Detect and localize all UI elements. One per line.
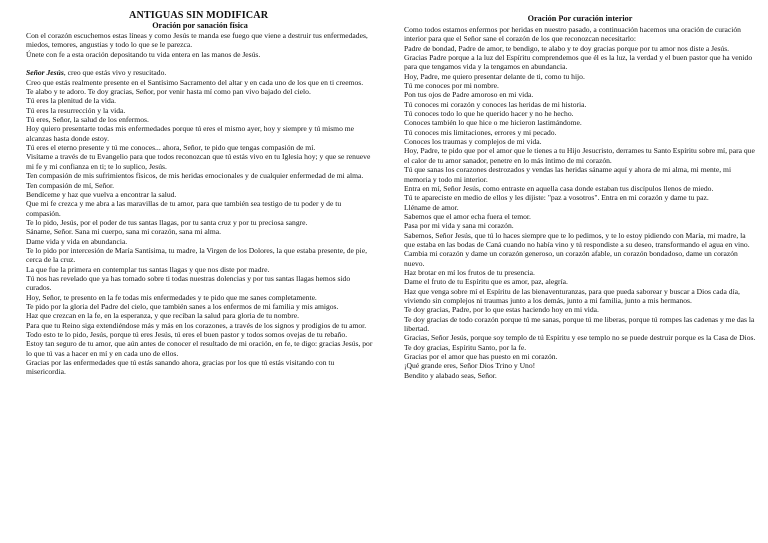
prayer-line: Bendíceme y haz que vuelva a encontrar la salud.	[26, 189, 177, 199]
intro-paragraph: Con el corazón escuchemos estas líneas y como Jesús te manda ese fuego que viene a destruir tus enfermedades, miedos, temores, angustias y todo lo que se le parezca.	[26, 31, 368, 50]
prayer-line: Gracias por las enfermedades que tú estás sanando ahora, gracias por los que tú estás visitando con tu misericordia.	[26, 358, 335, 377]
prayer-line: Ten compasión de mis sufrimientos físicos, de mis heridas emocionales y de cualquier enfermedad de mi alma.	[26, 171, 364, 181]
prayer-line: Hoy quiero presentarte todas mis enfermedades porque tú eres el mismo ayer, hoy y siempre y tú mismo me alcanzas hasta donde estoy.	[26, 124, 355, 143]
prayer-line: Hoy, Padre, te pido que por el amor que le tienes a tu Hijo Jesucristo, derrames tu Santo Espíritu sobre mí, para que el calor de tu amor sanador, penetre en lo más íntimo de mi corazón.	[404, 146, 755, 165]
prayer-line: Haz brotar en mí los frutos de tu presencia.	[404, 267, 535, 277]
prayer-line: Tú conoces mi corazón y conoces las heridas de mi historia.	[404, 99, 587, 109]
left-prayer-lines	[26, 78, 374, 377]
prayer-line: Haz que crezcan en la fe, en la esperanza, y que reciban la salud para gloria de tu nombre.	[26, 311, 300, 321]
prayer-line: Conoces los traumas y complejos de mi vida.	[404, 137, 542, 147]
prayer-line: Tú eres la plenitud de la vida.	[26, 96, 117, 106]
prayer-line: Tú me conoces por mi nombre.	[404, 81, 499, 91]
prayer-line: Como todos estamos enfermos por heridas en nuestro pasado, a continuación hacemos una oración de curación interior para que el Señor sane el corazón de los que reconozcan necesitarlo:	[404, 25, 741, 44]
left-section-title: Oración por sanación física	[152, 21, 248, 30]
prayer-line: Te doy gracias, Padre, por lo que estas haciendo hoy en mi vida.	[404, 305, 599, 315]
prayer-line: Gracias Padre porque a la luz del Espíritu comprendemos que él es la luz, la verdad y el buen pastor que ha venido para que tengamos vida y la tengamos en abundancia.	[404, 53, 753, 72]
prayer-line: Todo esto te lo pido, Jesús, porque tú eres Jesús, tú eres el buen pastor y todos somos ovejas de tu rebaño.	[26, 330, 348, 339]
prayer-line: Gracias por el amor que has puesto en mi corazón.	[404, 352, 558, 362]
main-title: ANTIGUAS SIN MODIFICAR	[129, 10, 269, 21]
prayer-line: Visítame a través de tu Evangelio para que todos reconozcan que tú estás vivo en tu Iglesia hoy; y que se renueve mi fe y mi confianza en ti; te lo suplico, Jesús.	[26, 152, 371, 171]
prayer-line: Cambia mi corazón y dame un corazón generoso, un corazón afable, un corazón bondadoso, dame un corazón nuevo.	[404, 249, 738, 268]
prayer-line: Hoy, Padre, me quiero presentar delante de ti, como tu hijo.	[404, 71, 585, 81]
prayer-line: Gracias, Señor Jesús, porque soy templo de tú Espíritu y ese templo no se puede destruir porque es la Casa de Dios.	[404, 333, 756, 343]
right-section-title: Oración Por curación interior	[527, 14, 633, 23]
prayer-line: Te lo pido, Jesús, por el poder de tus santas llagas, por tu santa cruz y por tu preciosa sangre.	[26, 217, 308, 227]
prayer-line: Tú te apareciste en medio de ellos y les dijiste: "paz a vosotros". Entra en mi corazón y dame tu paz.	[404, 193, 709, 203]
lead-rest: , creo que estás vivo y resucitado.	[63, 68, 167, 78]
prayer-line: Te pido por la gloria del Padre del cielo, que también sanes a los enfermos de mi familia y mis amigos.	[26, 301, 339, 311]
prayer-line: Te doy gracias, Espíritu Santo, por la fe.	[404, 342, 527, 352]
prayer-line: Tú eres el eterno presente y tú me conoces... ahora, Señor, te pido que tengas compasión de mí.	[26, 143, 316, 153]
prayer-line: ¡Qué grande eres, Señor Dios Trino y Uno!	[404, 361, 536, 371]
prayer-line: Bendito y alabado seas, Señor.	[404, 370, 497, 380]
prayer-line: Tú eres, Señor, la salud de los enfermos.	[26, 115, 149, 125]
prayer-line: Creo que estás realmente presente en el Santísimo Sacramento del altar y en cada uno de los que en ti creemos.	[26, 77, 364, 87]
prayer-line: Lléname de amor.	[404, 202, 459, 212]
prayer-line: La que fue la primera en contemplar tus santas llagas y que nos diste por madre.	[26, 264, 270, 274]
prayer-line: Te alabo y te adoro. Te doy gracias, Señor, por venir hasta mí como pan vivo bajado del cielo.	[26, 87, 311, 97]
right-prayer-lines	[404, 25, 756, 380]
prayer-line: Tú eres la resurrección y la vida.	[26, 105, 126, 115]
prayer-line: Sabemos que el amor echa fuera el temor.	[404, 211, 531, 221]
prayer-line: Tú que sanas los corazones destrozados y vendas las heridas sáname aquí y ahora de mi alma, mi mente, mi memoria y todo mi interior.	[404, 165, 732, 184]
prayer-line: Pasa por mi vida y sana mi corazón.	[404, 221, 514, 231]
prayer-line: Entra en mí, Señor Jesús, como entraste en aquella casa donde estaban tus discípulos llenos de miedo.	[404, 183, 714, 193]
prayer-lead	[26, 68, 374, 77]
prayer-line: Sáname, Señor. Sana mi cuerpo, sana mi corazón, sana mi alma.	[26, 227, 222, 237]
prayer-line: Pon tus ojos de Padre amoroso en mi vida.	[404, 90, 534, 100]
prayer-line: Conoces también lo que hice o me hicieron lastimándome.	[404, 118, 582, 128]
right-column	[404, 14, 756, 380]
prayer-line: Tú nos has revelado que ya has tomado sobre ti todas nuestras dolencias y por tus santas llagas hemos sido curados.	[26, 273, 351, 293]
prayer-line: Padre de bondad, Padre de amor, te bendigo, te alabo y te doy gracias porque por tu amor nos diste a Jesús.	[404, 43, 730, 53]
prayer-line: Haz que venga sobre mí el Espíritu de las bienaventuranzas, para que pueda saborear y buscar a Dios cada día, viviendo sin complejos ni traumas junto a los demás, junto a mi familia, junto a mis hermanos.	[404, 286, 740, 305]
prayer-line: Dame vida y vida en abundancia.	[26, 236, 128, 246]
prayer-line: Que mi fe crezca y me abra a las maravillas de tu amor, para que también sea testigo de tu poder y de tu compasión.	[26, 199, 342, 218]
prayer-line: Estoy tan seguro de tu amor, que aún antes de conocer el resultado de mi oración, en fe, te digo: gracias Jesús, por lo que tú vas a hacer en mí y en cada uno de ellos.	[26, 339, 373, 358]
prayer-line: Sabemos, Señor Jesús, que tú lo haces siempre que te lo pedimos, y te lo estoy pidiendo con María, mi madre, la que estaba en las bodas de Caná cuando no había vino y tú respondiste a su deseo, transformando el agua en vino.	[404, 230, 750, 249]
prayer-line: Tú conoces mis limitaciones, errores y mi pecado.	[404, 127, 557, 137]
lead-emphasis: Señor Jesús	[26, 68, 64, 78]
prayer-line: Tú conoces todo lo que he querido hacer y no he hecho.	[404, 109, 574, 119]
prayer-line: Para que tu Reino siga extendiéndose más y más en los corazones, a través de los signos y prodigios de tu amor.	[26, 320, 367, 330]
intro-paragraph: Únete con fe a esta oración depositando tu vida entera en las manos de Jesús.	[26, 49, 261, 59]
prayer-line: Te doy gracias de todo corazón porque tú me sanas, porque tú me liberas, porque tú rompes las cadenas y me das la libertad.	[404, 314, 755, 333]
prayer-line: Te lo pido por intercesión de María Santísima, tu madre, la Virgen de los Dolores, la que estaba presente, de pie, cerca de la cruz.	[26, 245, 367, 265]
prayer-line: Ten compasión de mí, Señor.	[26, 180, 115, 190]
prayer-line: Dame el fruto de tu Espíritu que es amor, paz, alegría.	[404, 277, 568, 287]
left-column	[26, 10, 374, 377]
spacer	[26, 59, 374, 68]
prayer-line: Hoy, Señor, te presento en la fe todas mis enfermedades y te pido que me sanes completamente.	[26, 292, 317, 302]
